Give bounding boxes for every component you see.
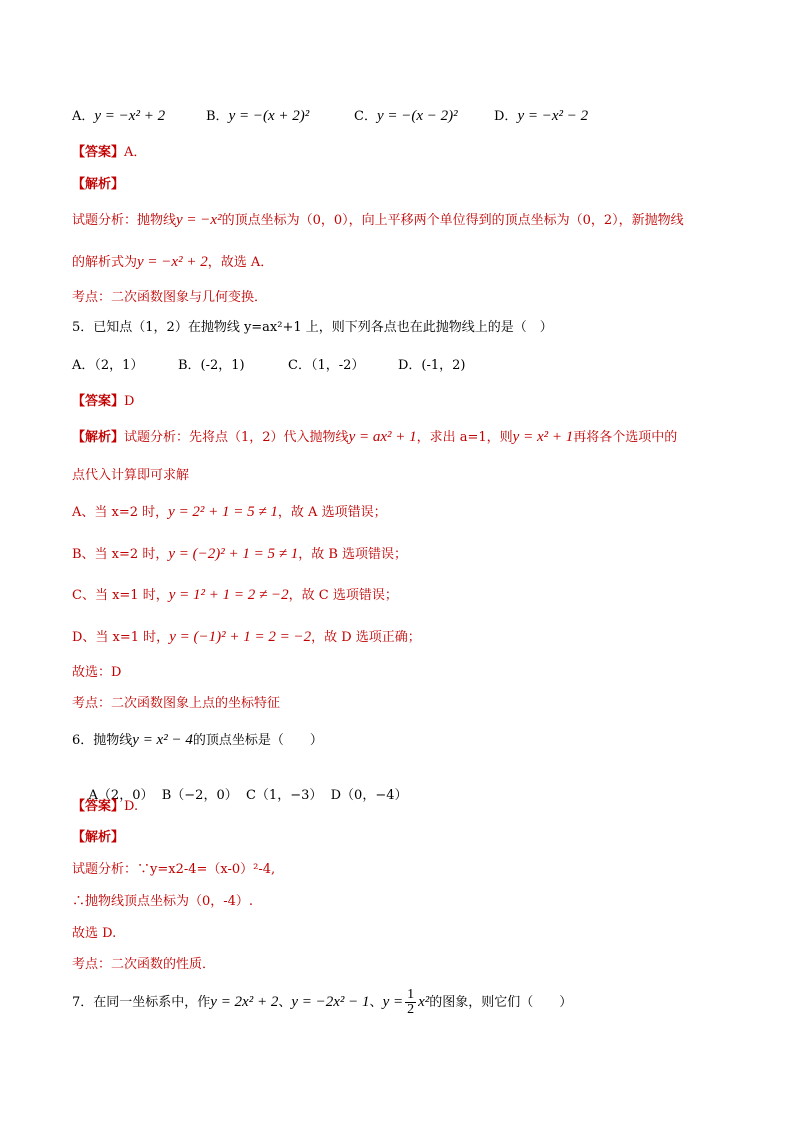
q6-analysis-tag: 【解析】 [72,830,125,845]
q5-option-c: C．（1，-2） [288,358,365,373]
q5-case-c: C、当 x=1 时，y = 1² + 1 = 2 ≠ −2，故 C 选项错误； [72,587,398,603]
q4-option-a: A．y = −x² + 2 [72,108,166,124]
q5-answer: 【答案】D [72,394,135,409]
q6-stem: 6．抛物线y = x² − 4的顶点坐标是（ ） [72,732,323,748]
q6-analysis-line2: ∴抛物线顶点坐标为（0，-4）. [72,894,254,909]
q6-options: A（2，0） B（−2，0） C（1，−3） D（0，−4） [88,788,408,803]
q5-case-a: A、当 x=2 时，y = 2² + 1 = 5 ≠ 1，故 A 选项错误； [72,504,387,520]
q4-analysis-tag: 【解析】 [72,177,125,192]
q5-options [72,356,466,376]
q5-analysis-line2: 点代入计算即可求解 [72,468,190,483]
q5-option-b: B．(-2，1) [178,358,245,373]
q4-analysis-line2: 的解析式为y = −x² + 2，故选 A． [72,254,274,270]
q4-answer: 【答案】A． [72,145,147,160]
q6-analysis-line1: 试题分析：∵y=x2-4=（x-0）²-4, [72,862,276,877]
q4-analysis-line1: 试题分析：抛物线y = −x²的顶点坐标为（0，0），向上平移两个单位得到的顶点坐标为（0，2），新抛物线 [72,212,684,228]
q5-conclusion: 故选：D [72,665,122,680]
q5-case-b: B、当 x=2 时，y = (−2)² + 1 = 5 ≠ 1，故 B 选项错误； [72,546,408,562]
q6-conclusion: 故选 D. [72,926,117,941]
q6-answer: 【答案】D. [72,799,139,814]
q7-stem: 7．在同一坐标系中，作y = 2x² + 2、y = −2x² − 1、y = $\frac{1}{2}$ x²的图象，则它们（ ） [72,987,573,1017]
q4-option-c: C．y = −(x − 2)² [354,108,458,124]
q5-case-d: D、当 x=1 时，y = (−1)² + 1 = 2 = −2，故 D 选项正确； [72,629,421,645]
q5-stem: 5．已知点（1，2）在抛物线 y=ax²+1 上，则下列各点也在此抛物线上的是（ ） [72,320,553,335]
fraction-one-half: $\frac{1}{2}$ [407,987,415,1017]
q5-kaodian: 考点：二次函数图象上点的坐标特征 [72,696,281,711]
q5-analysis-line1: 【解析】试题分析：先将点（1，2）代入抛物线y = ax² + 1，求出 a=1，则y = x² + 1再将各个选项中的 [72,429,678,445]
q6-kaodian: 考点：二次函数的性质． [72,957,216,972]
q4-option-d: D．y = −x² − 2 [494,108,589,124]
q4-option-b: B．y = −(x + 2)² [206,108,310,124]
q5-option-d: D．(-1，2) [398,358,466,373]
q4-options [72,106,588,127]
q4-kaodian: 考点：二次函数图象与几何变换． [72,290,268,305]
q5-option-a: A．（2，1） [72,358,144,373]
